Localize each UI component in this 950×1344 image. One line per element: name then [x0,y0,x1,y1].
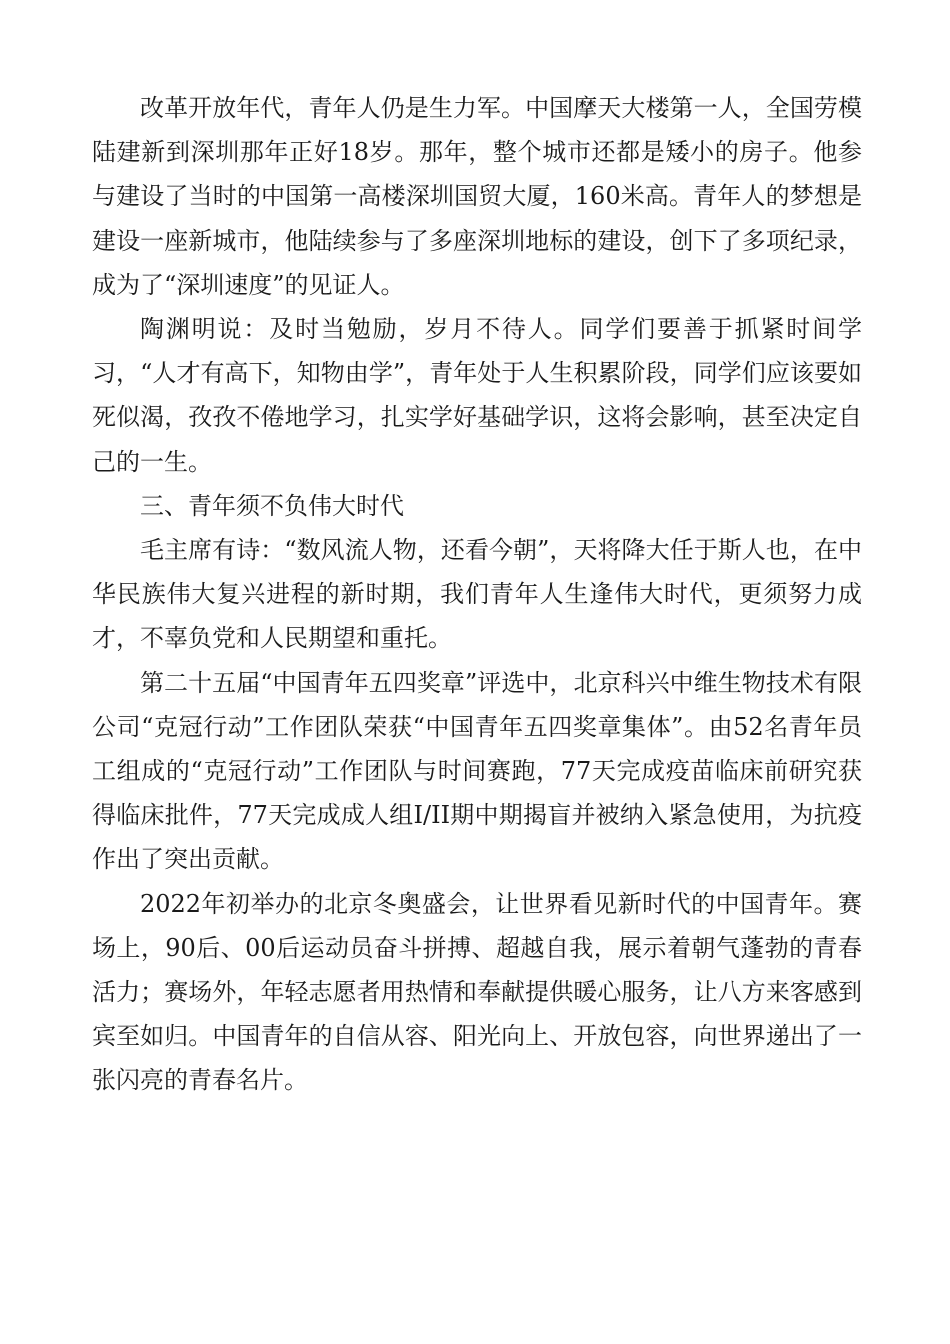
paragraph-reform-era: 改革开放年代，青年人仍是生力军。中国摩天大楼第一人，全国劳模陆建新到深圳那年正好18岁。那年，整个城市还都是矮小的房子。他参与建设了当时的中国第一高楼深圳国贸大厦，160米高。青年人的梦想是建设一座新城市，他陆续参与了多座深圳地标的建设，创下了多项纪录，成为了“深圳速度”的见证人。 [92,94,862,299]
paragraph-tao-yuanming: 陶渊明说：及时当勉励，岁月不待人。同学们要善于抓紧时间学习，“人才有高下，知物由学”，青年处于人生积累阶段，同学们应该要如死似渴，孜孜不倦地学习，扎实学好基础学识，这将会影响，甚至决定自己的一生。 [92,315,862,476]
paragraph-winter-olympics: 2022年初举办的北京冬奥盛会，让世界看见新时代的中国青年。赛场上，90后、00后运动员奋斗拼搏、超越自我，展示着朝气蓬勃的青春活力；赛场外，年轻志愿者用热情和奉献提供暖心服务，让八方来客感到宾至如归。中国青年的自信从容、阳光向上、开放包容，向世界递出了一张闪亮的青春名片。 [92,889,862,1095]
document-body [92,86,862,1103]
paragraph-chairman-mao: 毛主席有诗：“数风流人物，还看今朝”，天将降大任于斯人也，在中华民族伟大复兴进程的新时期，我们青年人生逢伟大时代，更须努力成才，不辜负党和人民期望和重托。 [92,536,862,653]
section-heading: 三、青年须不负伟大时代 [140,491,404,520]
paragraph-may-fourth-medal: 第二十五届“中国青年五四奖章”评选中，北京科兴中维生物技术有限公司“克冠行动”工作团队荣获“中国青年五四奖章集体”。由52名青年员工组成的“克冠行动”工作团队与时间赛跑，77天完成疫苗临床前研究获得临床批件，77天完成成人组I/II期中期揭盲并被纳入紧急使用，为抗疫作出了突出贡献。 [92,668,862,874]
